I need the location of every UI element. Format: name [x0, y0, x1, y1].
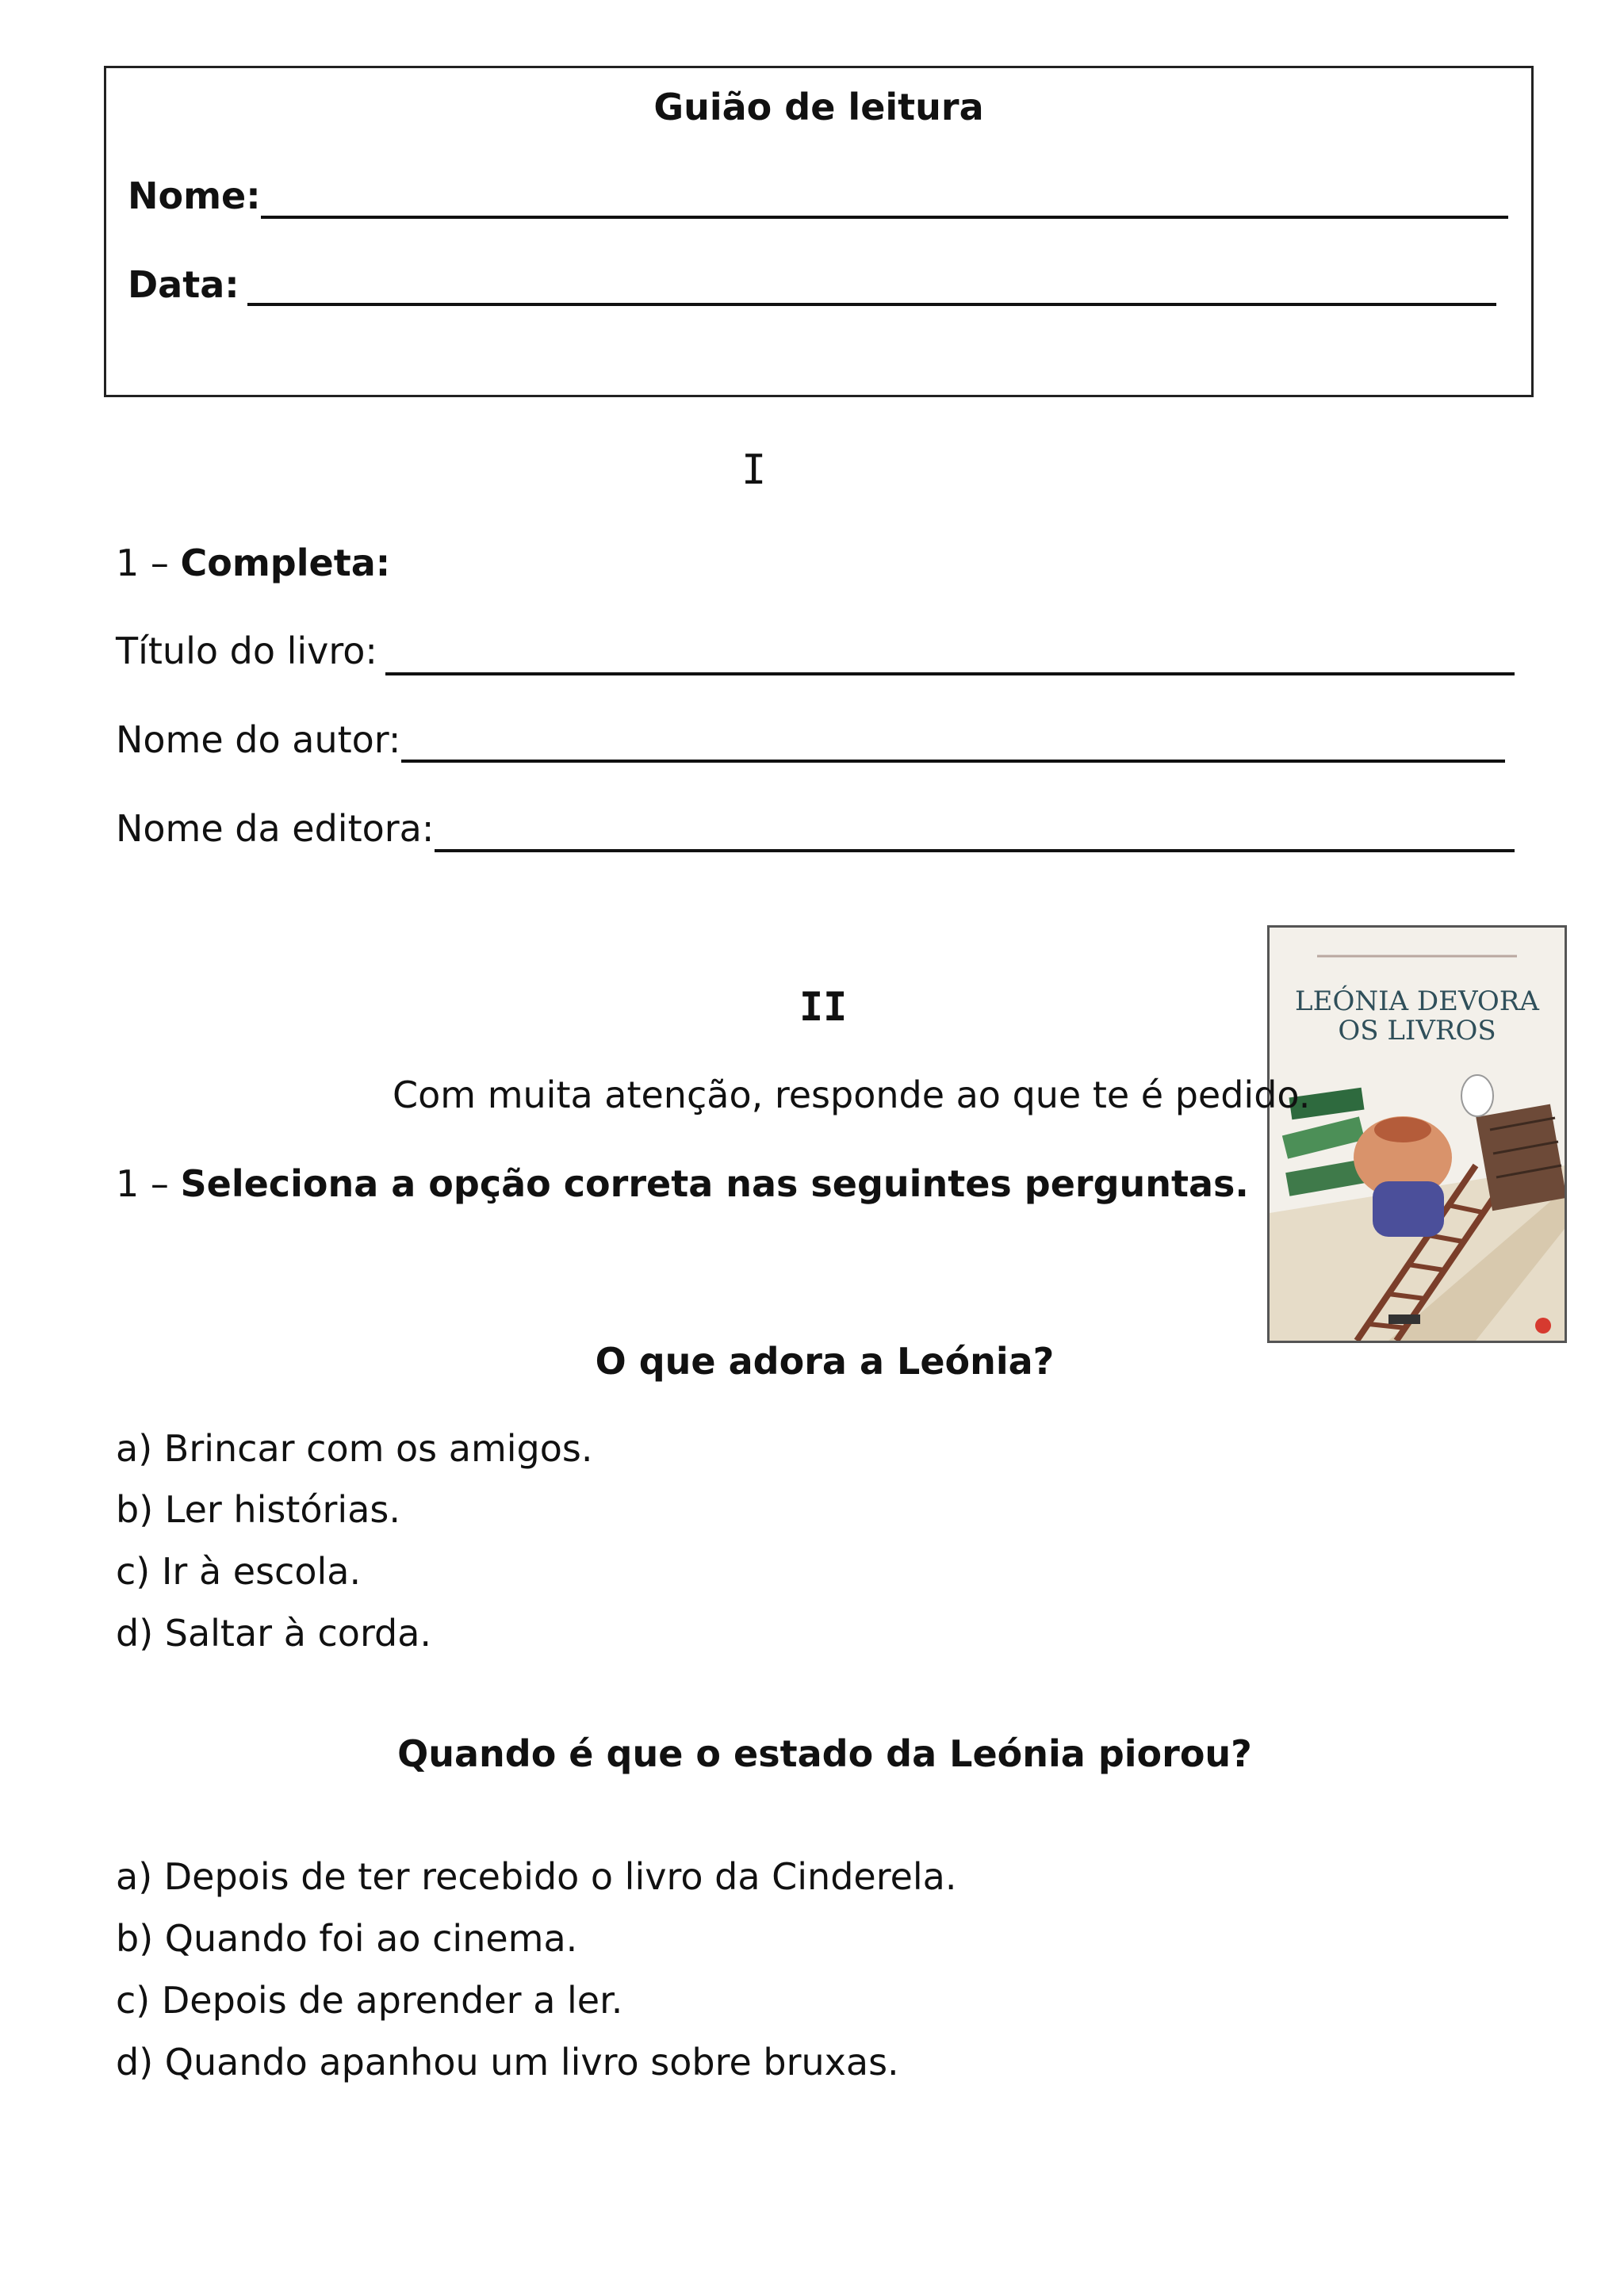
header-box: [104, 66, 1534, 397]
section-numeral-ii: II: [799, 984, 848, 1030]
question-2-option-b[interactable]: b) Quando foi ao cinema.: [116, 1917, 578, 1960]
book-title-field[interactable]: [385, 672, 1515, 675]
question-instruction: Completa:: [180, 541, 391, 584]
date-label: Data:: [128, 263, 239, 306]
book-cover-title: [1270, 987, 1565, 1047]
book-title-label: Título do livro:: [116, 629, 377, 672]
question-1-option-a[interactable]: a) Brincar com os amigos.: [116, 1427, 593, 1470]
question-1-text: O que adora a Leónia?: [595, 1340, 1055, 1383]
worksheet-title: Guião de leitura: [653, 86, 984, 128]
section-numeral-i: I: [741, 446, 767, 494]
date-field[interactable]: [247, 303, 1496, 306]
name-label: Nome:: [128, 174, 261, 217]
question-1-option-b[interactable]: b) Ler histórias.: [116, 1488, 400, 1531]
publisher-name-label: Nome da editora:: [116, 807, 435, 850]
question-number: 1 –: [116, 541, 169, 584]
publisher-name-field[interactable]: [435, 849, 1515, 852]
section2-question: [116, 1162, 1249, 1206]
question-instruction: Seleciona a opção correta nas seguintes perguntas.: [180, 1162, 1249, 1205]
question-1-option-d[interactable]: d) Saltar à corda.: [116, 1612, 432, 1655]
question-2-text: Quando é que o estado da Leónia piorou?: [397, 1732, 1252, 1775]
name-field[interactable]: [261, 216, 1508, 219]
author-name-field[interactable]: [401, 760, 1505, 763]
section2-intro: Com muita atenção, responde ao que te é pedido.: [393, 1073, 1311, 1116]
question-1-option-c[interactable]: c) Ir à escola.: [116, 1550, 362, 1593]
question-2-option-c[interactable]: c) Depois de aprender a ler.: [116, 1979, 623, 2022]
question-2-option-d[interactable]: d) Quando apanhou um livro sobre bruxas.: [116, 2041, 899, 2084]
question-2-option-a[interactable]: a) Depois de ter recebido o livro da Cinderela.: [116, 1855, 957, 1898]
book-cover-image: [1267, 925, 1567, 1343]
section1-question: [116, 541, 390, 585]
author-name-label: Nome do autor:: [116, 718, 401, 761]
question-number: 1 –: [116, 1162, 169, 1205]
book-cover-title-line1: LEÓNIA DEVORA: [1295, 985, 1539, 1017]
book-cover-title-line2: OS LIVROS: [1338, 1015, 1496, 1047]
